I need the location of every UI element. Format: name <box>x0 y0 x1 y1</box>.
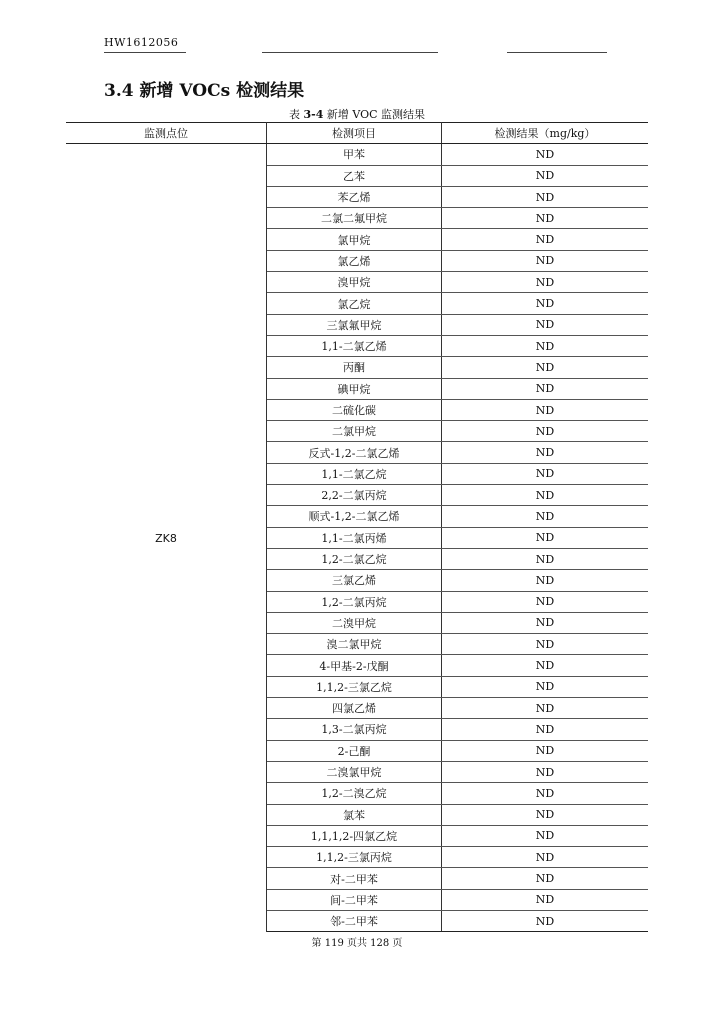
item-cell: 2,2-二氯丙烷 <box>267 485 442 506</box>
table-row <box>66 144 648 165</box>
table-caption <box>0 106 714 122</box>
item-cell: 2-己酮 <box>267 740 442 761</box>
result-cell: ND <box>442 612 649 633</box>
result-cell: ND <box>442 293 649 314</box>
item-cell: 三氯乙烯 <box>267 570 442 591</box>
header-rule <box>507 52 607 53</box>
result-cell: ND <box>442 740 649 761</box>
caption-prefix: 表 <box>288 108 300 121</box>
result-cell: ND <box>442 421 649 442</box>
result-cell: ND <box>442 165 649 186</box>
page-number: 第 119 页共 128 页 <box>311 938 403 949</box>
item-cell: 二溴氯甲烷 <box>267 761 442 782</box>
result-cell: ND <box>442 548 649 569</box>
item-cell: 1,1,2-三氯丙烷 <box>267 847 442 868</box>
result-cell: ND <box>442 250 649 271</box>
item-cell: 1,2-二氯丙烷 <box>267 591 442 612</box>
item-cell: 4-甲基-2-戊酮 <box>267 655 442 676</box>
result-cell: ND <box>442 229 649 250</box>
item-cell: 二溴甲烷 <box>267 612 442 633</box>
result-cell: ND <box>442 378 649 399</box>
item-cell: 反式-1,2-二氯乙烯 <box>267 442 442 463</box>
result-cell: ND <box>442 399 649 420</box>
item-cell: 氯甲烷 <box>267 229 442 250</box>
item-cell: 顺式-1,2-二氯乙烯 <box>267 506 442 527</box>
result-cell: ND <box>442 186 649 207</box>
item-cell: 对-二甲苯 <box>267 868 442 889</box>
header-rule <box>262 52 438 53</box>
result-cell: ND <box>442 506 649 527</box>
item-cell: 苯乙烯 <box>267 186 442 207</box>
result-cell: ND <box>442 570 649 591</box>
item-cell: 溴二氯甲烷 <box>267 634 442 655</box>
item-cell: 乙苯 <box>267 165 442 186</box>
result-cell: ND <box>442 634 649 655</box>
item-cell: 氯苯 <box>267 804 442 825</box>
header-item: 检测项目 <box>267 123 442 144</box>
item-cell: 1,2-二氯乙烷 <box>267 548 442 569</box>
item-cell: 1,1,2-三氯乙烷 <box>267 676 442 697</box>
item-cell: 1,1-二氯乙烷 <box>267 463 442 484</box>
result-cell: ND <box>442 676 649 697</box>
item-cell: 甲苯 <box>267 144 442 165</box>
result-cell: ND <box>442 761 649 782</box>
item-cell: 碘甲烷 <box>267 378 442 399</box>
item-cell: 二氯二氟甲烷 <box>267 208 442 229</box>
result-cell: ND <box>442 527 649 548</box>
item-cell: 二硫化碳 <box>267 399 442 420</box>
item-cell: 1,1-二氯乙烯 <box>267 335 442 356</box>
result-cell: ND <box>442 272 649 293</box>
result-cell: ND <box>442 485 649 506</box>
result-cell: ND <box>442 910 649 931</box>
header-result: 检测结果（mg/kg） <box>442 123 649 144</box>
result-cell: ND <box>442 783 649 804</box>
site-cell: ZK8 <box>66 144 267 932</box>
item-cell: 二氯甲烷 <box>267 421 442 442</box>
result-cell: ND <box>442 144 649 165</box>
table-body <box>66 144 648 932</box>
result-cell: ND <box>442 655 649 676</box>
item-cell: 1,1-二氯丙烯 <box>267 527 442 548</box>
result-cell: ND <box>442 825 649 846</box>
item-cell: 氯乙烯 <box>267 250 442 271</box>
header-rule <box>104 52 186 53</box>
header-site: 监测点位 <box>66 123 267 144</box>
result-cell: ND <box>442 591 649 612</box>
result-cell: ND <box>442 463 649 484</box>
result-cell: ND <box>442 847 649 868</box>
result-cell: ND <box>442 357 649 378</box>
result-cell: ND <box>442 719 649 740</box>
document-id: HW1612056 <box>104 36 179 49</box>
result-cell: ND <box>442 804 649 825</box>
section-title: 3.4 新增 VOCs 检测结果 <box>104 81 305 101</box>
item-cell: 邻-二甲苯 <box>267 910 442 931</box>
caption-text: 新增 VOC 监测结果 <box>326 108 426 121</box>
table-header-row <box>66 123 648 144</box>
item-cell: 1,3-二氯丙烷 <box>267 719 442 740</box>
result-cell: ND <box>442 442 649 463</box>
caption-number: 3-4 <box>303 108 324 121</box>
item-cell: 丙酮 <box>267 357 442 378</box>
result-cell: ND <box>442 208 649 229</box>
result-cell: ND <box>442 868 649 889</box>
item-cell: 1,1,1,2-四氯乙烷 <box>267 825 442 846</box>
result-cell: ND <box>442 698 649 719</box>
item-cell: 溴甲烷 <box>267 272 442 293</box>
result-cell: ND <box>442 314 649 335</box>
item-cell: 间-二甲苯 <box>267 889 442 910</box>
item-cell: 1,2-二溴乙烷 <box>267 783 442 804</box>
item-cell: 氯乙烷 <box>267 293 442 314</box>
result-cell: ND <box>442 889 649 910</box>
voc-results-table <box>66 122 648 932</box>
result-cell: ND <box>442 335 649 356</box>
item-cell: 四氯乙烯 <box>267 698 442 719</box>
item-cell: 三氯氟甲烷 <box>267 314 442 335</box>
